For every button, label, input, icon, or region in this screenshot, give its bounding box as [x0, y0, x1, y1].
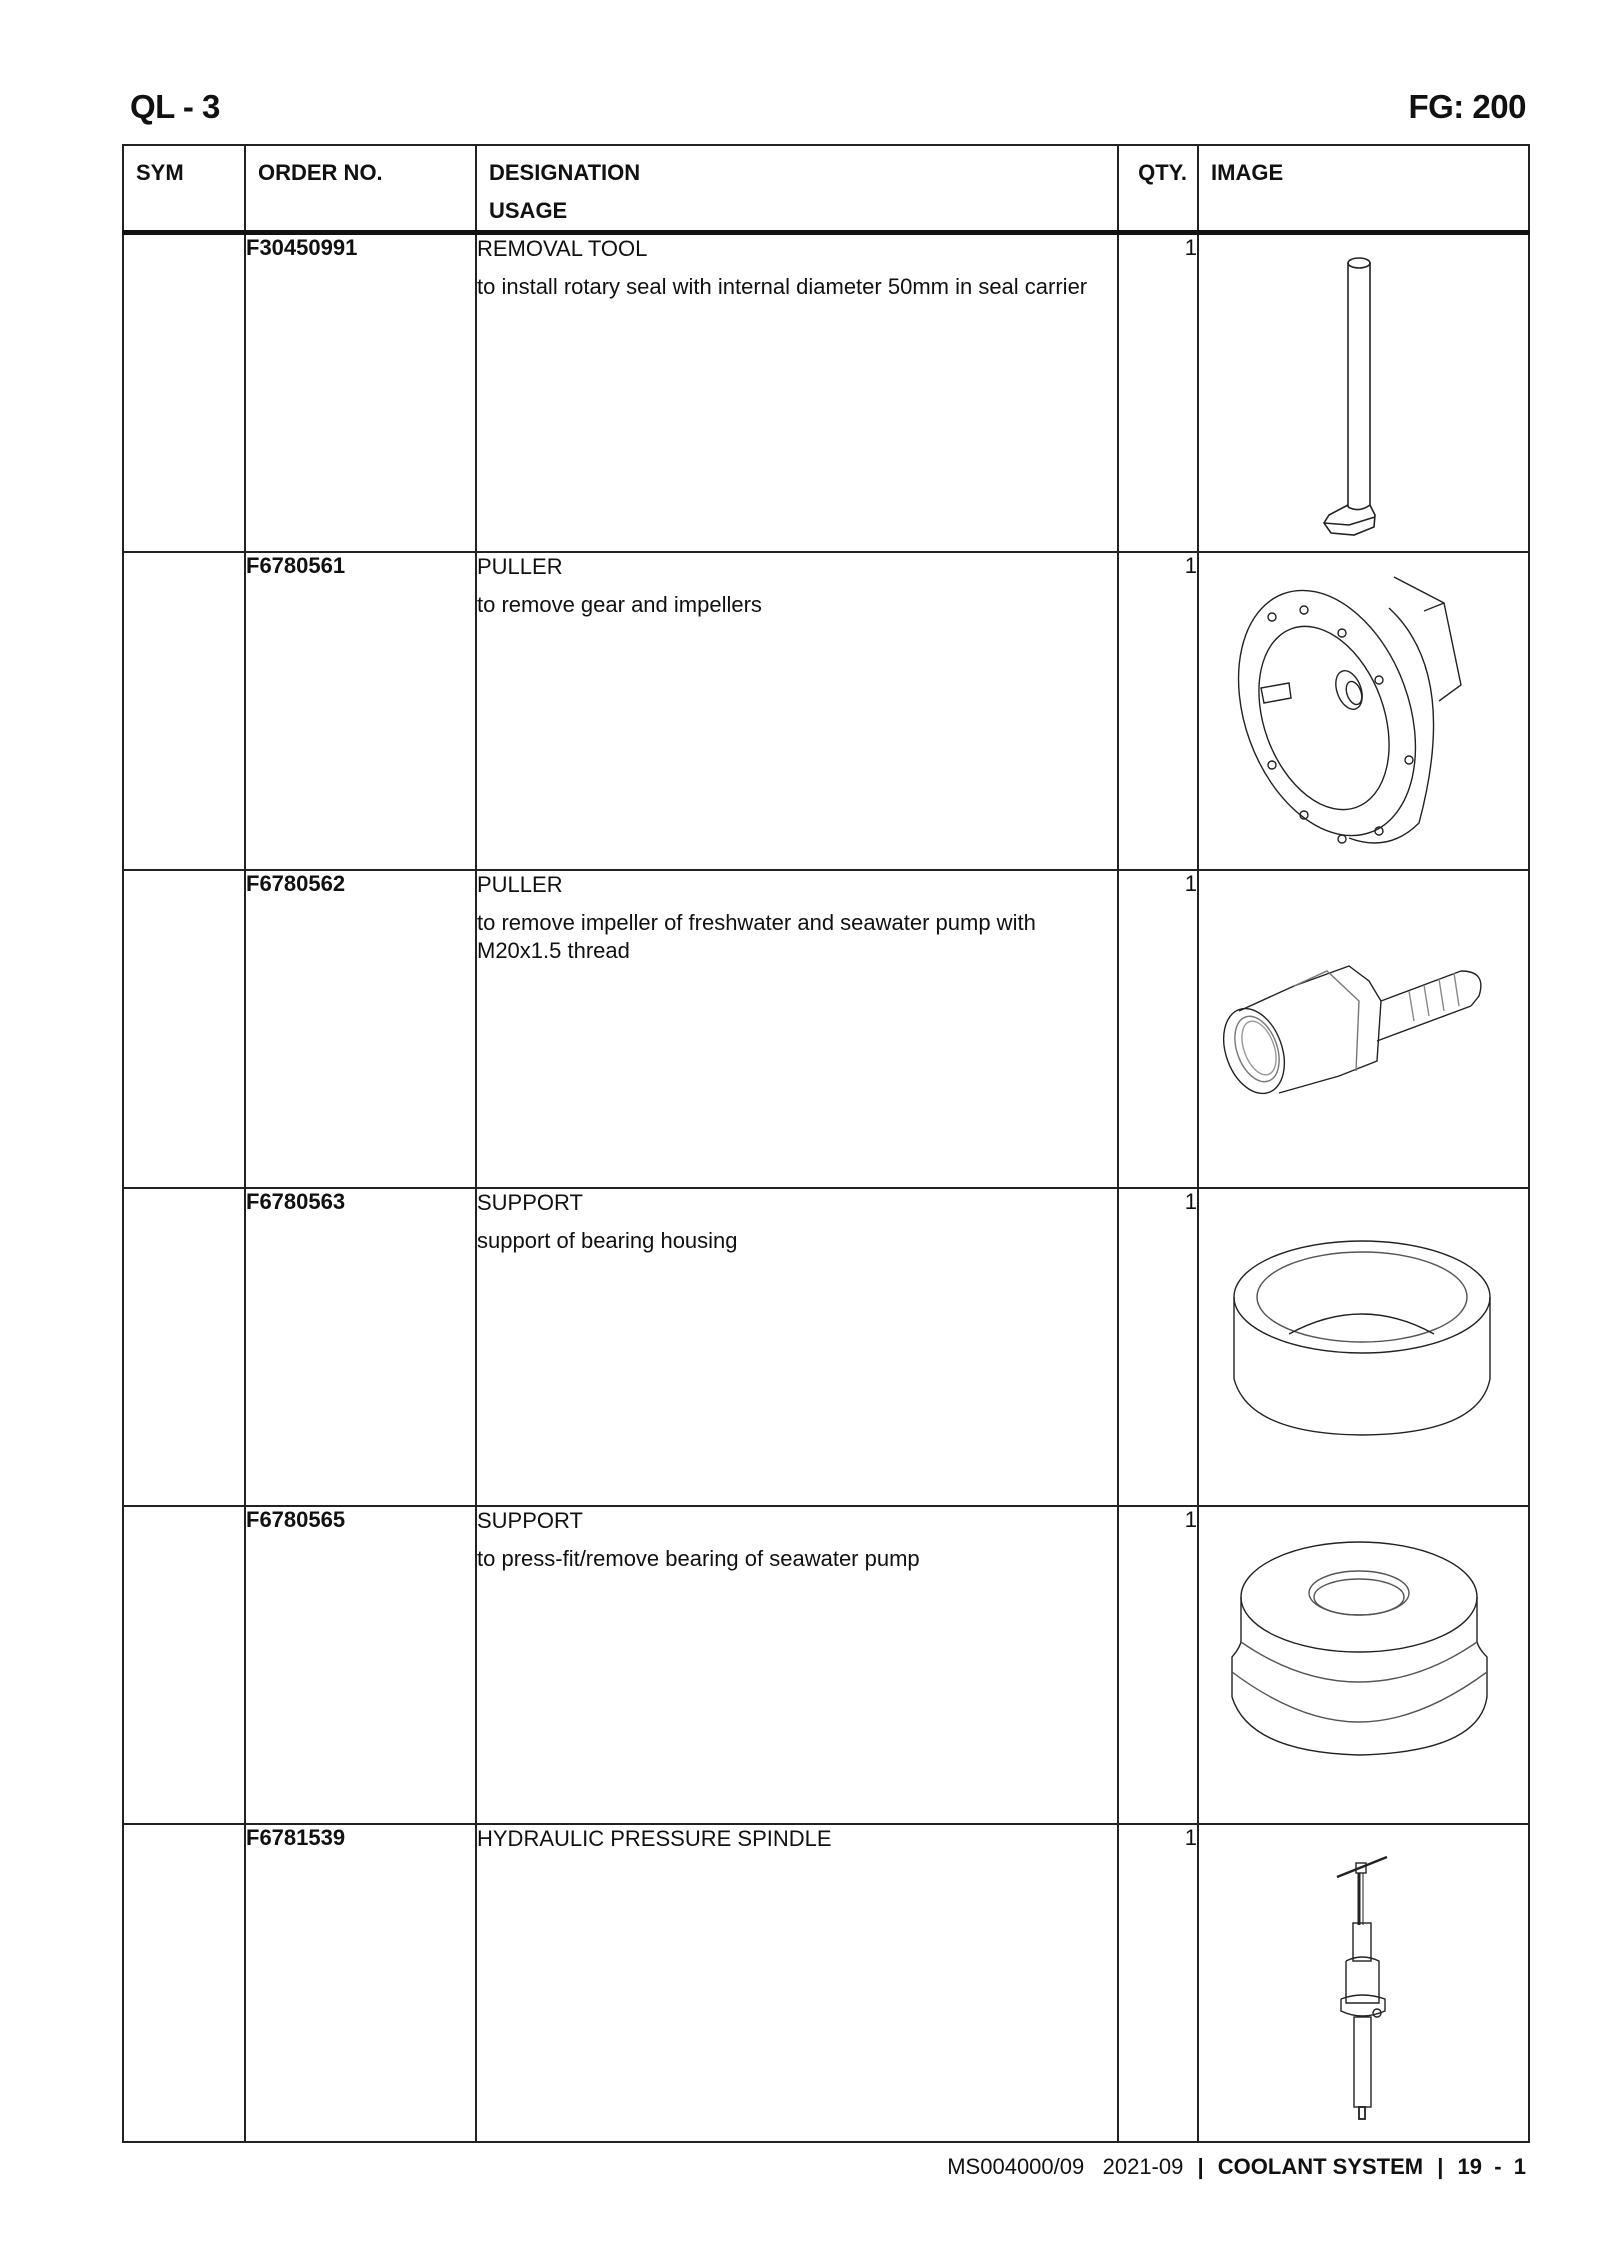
image-cell — [1198, 233, 1529, 553]
usage-header-label: USAGE — [489, 198, 568, 223]
image-cell — [1198, 1506, 1529, 1824]
designation: HYDRAULIC PRESSURE SPINDLE — [477, 1826, 832, 1851]
page-code-title: QL - 3 — [130, 88, 220, 125]
order-number: F6780563 — [245, 1188, 476, 1506]
table-row — [123, 233, 1529, 553]
designation-cell — [476, 1188, 1118, 1506]
puller-threaded-adapter-drawing-icon — [1199, 871, 1530, 1187]
designation-header-label: DESIGNATION — [489, 160, 641, 185]
sym-cell — [123, 1188, 245, 1506]
page-number: 19 - 1 — [1457, 2154, 1526, 2179]
page-footer — [947, 2154, 1526, 2180]
document-date: 2021-09 — [1102, 2154, 1184, 2179]
table-row — [123, 1506, 1529, 1824]
sym-cell — [123, 233, 245, 553]
image-cell — [1198, 552, 1529, 870]
column-header-sym: SYM — [123, 145, 245, 233]
order-number: F6780565 — [245, 1506, 476, 1824]
column-header-designation — [476, 145, 1118, 233]
usage: to press-fit/remove bearing of seawater pump — [477, 1546, 920, 1571]
column-header-qty: QTY. — [1118, 145, 1198, 233]
footer-separator: | — [1437, 2154, 1444, 2179]
function-group-title: FG: 200 — [1408, 88, 1526, 125]
designation-cell — [476, 870, 1118, 1188]
designation-cell — [476, 1824, 1118, 2142]
document-id: MS004000/09 — [947, 2154, 1085, 2179]
image-cell — [1198, 870, 1529, 1188]
designation: PULLER — [477, 554, 563, 579]
sym-cell — [123, 1506, 245, 1824]
image-cell — [1198, 1188, 1529, 1506]
quantity: 1 — [1118, 1506, 1198, 1824]
order-number: F6781539 — [245, 1824, 476, 2142]
sym-cell — [123, 870, 245, 1188]
designation: PULLER — [477, 872, 563, 897]
order-number: F6780561 — [245, 552, 476, 870]
hydraulic-spindle-drawing-icon — [1199, 1825, 1530, 2141]
designation-cell — [476, 233, 1118, 553]
quantity: 1 — [1118, 552, 1198, 870]
footer-separator: | — [1197, 2154, 1204, 2179]
designation-cell — [476, 552, 1118, 870]
table-row — [123, 1188, 1529, 1506]
quantity: 1 — [1118, 1824, 1198, 2142]
table-row — [123, 870, 1529, 1188]
column-header-order-no: ORDER NO. — [245, 145, 476, 233]
order-number: F6780562 — [245, 870, 476, 1188]
designation-cell — [476, 1506, 1118, 1824]
usage: to remove gear and impellers — [477, 592, 762, 617]
support-stepped-disc-drawing-icon — [1199, 1507, 1530, 1823]
designation: REMOVAL TOOL — [477, 236, 648, 261]
quantity: 1 — [1118, 870, 1198, 1188]
table-row — [123, 1824, 1529, 2142]
usage: to remove impeller of freshwater and seawater pump with M20x1.5 thread — [477, 910, 1036, 963]
section-name: COOLANT SYSTEM — [1217, 2154, 1424, 2179]
puller-flange-drawing-icon — [1199, 553, 1530, 869]
designation: SUPPORT — [477, 1190, 583, 1215]
special-tools-table — [122, 144, 1530, 2143]
column-header-image: IMAGE — [1198, 145, 1529, 233]
usage: support of bearing housing — [477, 1228, 738, 1253]
quantity: 1 — [1118, 1188, 1198, 1506]
table-header-row — [123, 145, 1529, 233]
sym-cell — [123, 1824, 245, 2142]
image-cell — [1198, 1824, 1529, 2142]
quantity: 1 — [1118, 233, 1198, 553]
sym-cell — [123, 552, 245, 870]
support-ring-drawing-icon — [1199, 1189, 1530, 1505]
usage: to install rotary seal with internal diameter 50mm in seal carrier — [477, 274, 1088, 299]
table-row — [123, 552, 1529, 870]
removal-tool-drawing-icon — [1199, 235, 1530, 551]
order-number: F30450991 — [245, 233, 476, 553]
designation: SUPPORT — [477, 1508, 583, 1533]
